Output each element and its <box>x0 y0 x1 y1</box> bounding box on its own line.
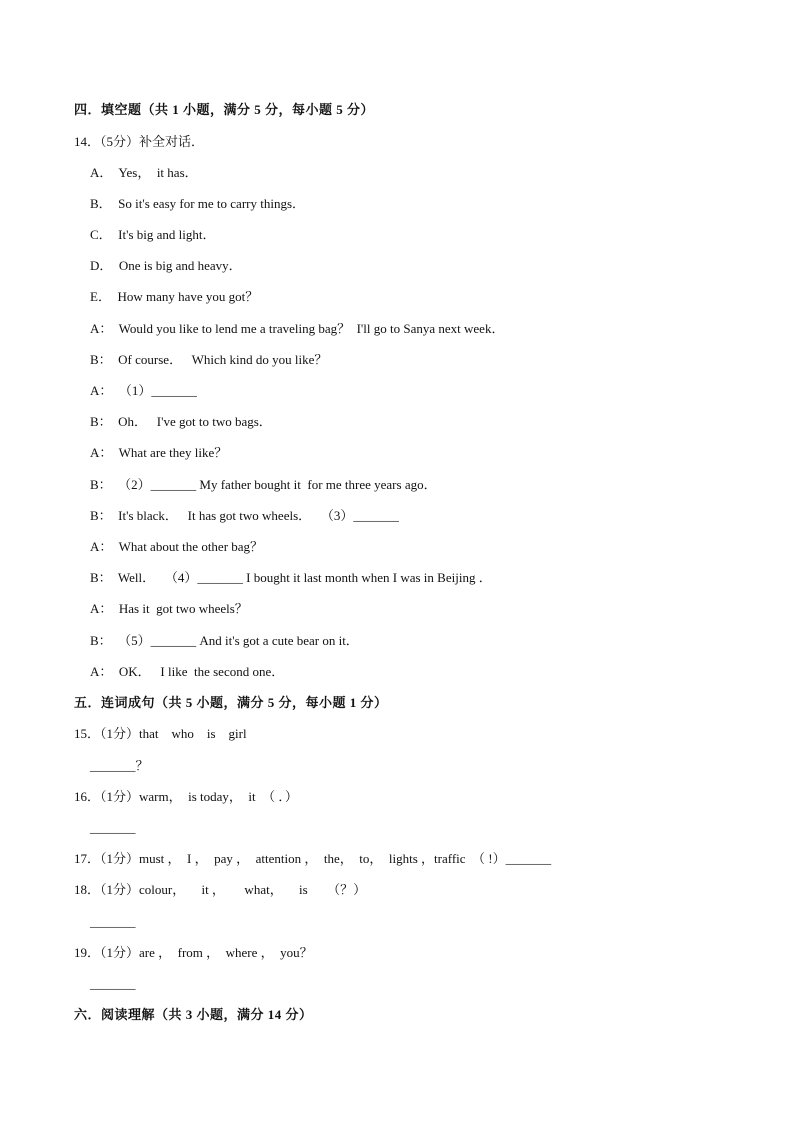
question-15-answer-blank: _______？ <box>90 758 149 773</box>
dialogue-line: A： Would you like to lend me a traveling bag？ I'll go to Sanya next week． <box>90 321 505 336</box>
option-c: C． It's big and light． <box>90 227 216 242</box>
question-19-answer-blank: _______ <box>90 976 136 991</box>
dialogue-line: A： What are they like？ <box>90 445 228 460</box>
dialogue-line: A： Has it got two wheels？ <box>90 601 248 616</box>
section-5-heading: 五．连词成句（共 5 小题，满分 5 分，每小题 1 分） <box>74 695 388 710</box>
dialogue-line: B： It's black． It has got two wheels． （3）_______ <box>90 508 399 523</box>
question-18-answer-blank: _______ <box>90 914 136 929</box>
dialogue-line: B： （5）_______ And it's got a cute bear on it． <box>90 633 359 648</box>
section-4-heading: 四．填空题（共 1 小题，满分 5 分，每小题 5 分） <box>74 102 375 117</box>
question-18-stem: 18．（1分）colour， it ， what， is （？） <box>74 882 367 897</box>
question-16-answer-blank: _______ <box>90 820 136 835</box>
option-e: E． How many have you got？ <box>90 289 259 304</box>
dialogue-line: A： What about the other bag？ <box>90 539 264 554</box>
dialogue-line: B： （2）_______ My father bought it for me three years ago． <box>90 477 437 492</box>
dialogue-line: B： Of course． Which kind do you like？ <box>90 352 328 367</box>
dialogue-line: A： （1）_______ <box>90 383 197 398</box>
question-16-stem: 16．（1分）warm， is today， it （ ．） <box>74 789 298 804</box>
dialogue-line: B： Oh． I've got to two bags． <box>90 414 272 429</box>
question-19-stem: 19．（1分）are ， from ， where ， you？ <box>74 945 313 960</box>
dialogue-line: B： Well． （4）_______ I bought it last month when I was in Beijing ． <box>90 570 492 585</box>
dialogue-line: A： OK． I like the second one． <box>90 664 285 679</box>
question-17-stem: 17．（1分）must ， I ， pay ， attention ， the， to， lights ，traffic （ !）_______ <box>74 851 552 866</box>
question-14-stem: 14．（5分）补全对话． <box>74 134 205 149</box>
option-d: D． One is big and heavy． <box>90 258 242 273</box>
option-b: B． So it's easy for me to carry things． <box>90 196 306 211</box>
section-6-heading: 六．阅读理解（共 3 小题，满分 14 分） <box>74 1007 313 1022</box>
question-15-stem: 15．（1分）that who is girl <box>74 726 247 741</box>
option-a: A． Yes， it has． <box>90 165 198 180</box>
